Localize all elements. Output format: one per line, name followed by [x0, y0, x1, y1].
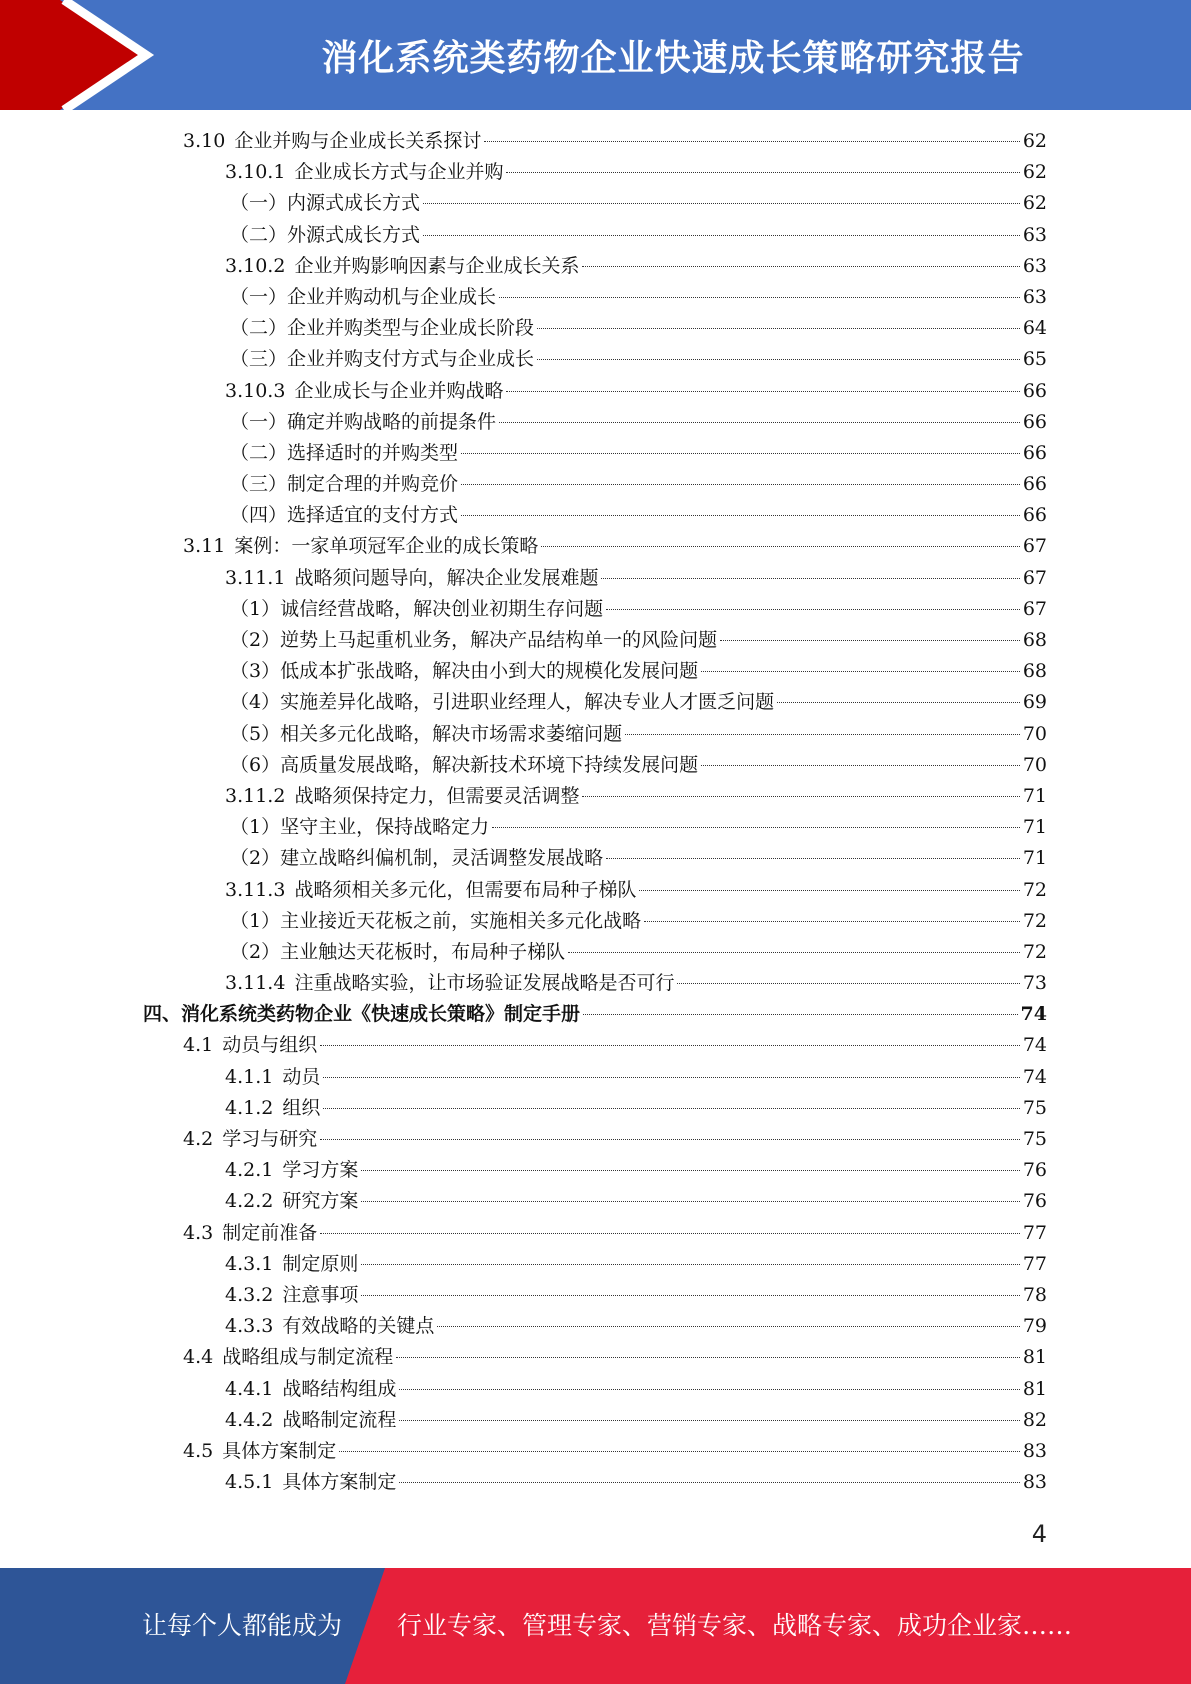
- toc-entry-page: 75: [1022, 1096, 1047, 1119]
- toc-dot-leader: [396, 1357, 1020, 1358]
- table-of-contents: [0, 126, 1191, 1498]
- toc-entry[interactable]: [0, 282, 1191, 313]
- toc-entry[interactable]: [0, 937, 1191, 968]
- toc-entry[interactable]: [0, 968, 1191, 999]
- toc-dot-leader: [601, 578, 1019, 579]
- page-footer: [0, 1568, 1191, 1684]
- toc-dot-leader: [361, 1264, 1019, 1265]
- toc-dot-leader: [461, 484, 1020, 485]
- toc-entry-number: 3.11.4: [225, 972, 286, 995]
- toc-entry-page: 65: [1022, 348, 1047, 371]
- toc-entry[interactable]: [0, 126, 1191, 157]
- toc-entry[interactable]: [0, 594, 1191, 625]
- toc-entry-title: 动员: [282, 1065, 321, 1088]
- toc-entry-title: 组织: [282, 1096, 321, 1119]
- toc-entry-number: 3.11: [183, 535, 226, 558]
- toc-entry-page: 62: [1022, 130, 1047, 152]
- toc-entry[interactable]: [0, 1280, 1191, 1311]
- toc-entry-number: 3.10.1: [225, 161, 286, 184]
- toc-dot-leader: [537, 328, 1020, 329]
- toc-dot-leader: [320, 1233, 1020, 1234]
- toc-entry[interactable]: [0, 313, 1191, 344]
- toc-entry[interactable]: [0, 1467, 1191, 1498]
- toc-entry-page: 79: [1022, 1315, 1047, 1338]
- toc-entry-page: 68: [1022, 660, 1047, 683]
- toc-dot-leader: [582, 266, 1019, 267]
- toc-dot-leader: [423, 235, 1020, 236]
- toc-entry-title: （2）建立战略纠偏机制，灵活调整发展战略: [230, 847, 604, 870]
- toc-entry-title: 学习方案: [282, 1159, 359, 1182]
- header-arrow-decoration: [0, 0, 200, 110]
- toc-entry-title: 战略须保持定力，但需要灵活调整: [294, 784, 580, 807]
- toc-entry-page: 83: [1022, 1471, 1047, 1494]
- toc-dot-leader: [677, 983, 1019, 984]
- toc-dot-leader: [701, 765, 1020, 766]
- toc-entry-title: （6）高质量发展战略，解决新技术环境下持续发展问题: [230, 753, 699, 776]
- toc-entry-number: 4.2.1: [225, 1159, 274, 1182]
- toc-entry-title: （四）选择适宜的支付方式: [230, 504, 459, 527]
- toc-dot-leader: [399, 1389, 1019, 1390]
- toc-dot-leader: [537, 359, 1020, 360]
- toc-dot-leader: [361, 1170, 1019, 1171]
- toc-entry[interactable]: [0, 1030, 1191, 1061]
- toc-entry-page: 67: [1022, 566, 1047, 589]
- toc-entry-page: 70: [1022, 753, 1047, 776]
- toc-dot-leader: [461, 515, 1020, 516]
- toc-entry[interactable]: [0, 1124, 1191, 1155]
- toc-entry-page: 69: [1022, 691, 1047, 714]
- toc-entry-title: 战略须问题导向，解决企业发展难题: [294, 566, 599, 589]
- toc-entry-number: 4.2: [183, 1128, 214, 1150]
- toc-entry-number: 4.1.2: [225, 1096, 274, 1119]
- toc-dot-leader: [339, 1451, 1020, 1452]
- toc-entry-page: 77: [1022, 1221, 1047, 1244]
- toc-dot-leader: [639, 890, 1019, 891]
- toc-entry-page: 68: [1022, 629, 1047, 651]
- toc-entry[interactable]: [0, 999, 1191, 1030]
- toc-entry[interactable]: [0, 438, 1191, 469]
- toc-entry-title: 战略制定流程: [282, 1408, 397, 1431]
- toc-entry[interactable]: [0, 188, 1191, 219]
- toc-entry-page: 64: [1022, 317, 1047, 340]
- toc-entry-number: 4.3: [183, 1221, 214, 1244]
- toc-entry-title: （一）确定并购战略的前提条件: [230, 410, 497, 433]
- toc-entry-page: 71: [1022, 847, 1047, 870]
- toc-entry-title: 案例：一家单项冠军企业的成长策略: [234, 535, 539, 558]
- toc-entry-title: 有效战略的关键点: [282, 1315, 435, 1338]
- toc-entry-page: 72: [1022, 909, 1047, 932]
- toc-entry-page: 83: [1022, 1439, 1047, 1462]
- toc-dot-leader: [323, 1108, 1019, 1109]
- toc-entry[interactable]: [0, 812, 1191, 843]
- toc-entry[interactable]: [0, 1405, 1191, 1436]
- toc-entry-page: 62: [1022, 192, 1047, 215]
- toc-entry-page: 77: [1022, 1252, 1047, 1275]
- toc-dot-leader: [320, 1139, 1020, 1140]
- toc-entry-title: （5）相关多元化战略，解决市场需求萎缩问题: [230, 722, 623, 745]
- toc-dot-leader: [720, 640, 1020, 641]
- toc-entry-number: 4.5.1: [225, 1471, 274, 1494]
- toc-entry-page: 74: [1022, 1065, 1047, 1088]
- toc-entry-number: 3.10: [183, 130, 226, 152]
- toc-entry-number: 4.3.3: [225, 1315, 274, 1338]
- toc-entry-page: 62: [1022, 161, 1047, 184]
- toc-entry-page: 66: [1022, 379, 1047, 402]
- toc-entry[interactable]: [0, 1249, 1191, 1280]
- toc-entry[interactable]: [0, 1374, 1191, 1405]
- toc-dot-leader: [399, 1420, 1019, 1421]
- toc-entry-number: 3.11.1: [225, 566, 286, 589]
- toc-entry-title: 战略结构组成: [282, 1377, 397, 1400]
- toc-entry-page: 81: [1022, 1377, 1047, 1400]
- toc-entry-title: 制定前准备: [222, 1221, 318, 1244]
- footer-tagline: 行业专家、管理专家、营销专家、战略专家、成功企业家……: [397, 1611, 1073, 1640]
- toc-dot-leader: [492, 827, 1020, 828]
- toc-dot-leader: [484, 141, 1019, 142]
- toc-entry[interactable]: [0, 843, 1191, 874]
- toc-entry-title: 学习与研究: [222, 1128, 318, 1150]
- toc-entry-page: 74: [1020, 1003, 1047, 1026]
- toc-entry-page: 67: [1022, 535, 1047, 558]
- toc-entry-page: 74: [1022, 1034, 1047, 1057]
- toc-entry-title: （1）主业接近天花板之前，实施相关多元化战略: [230, 909, 642, 932]
- toc-entry-page: 78: [1022, 1283, 1047, 1306]
- toc-dot-leader: [777, 702, 1020, 703]
- toc-entry-page: 63: [1022, 254, 1047, 277]
- toc-dot-leader: [582, 796, 1019, 797]
- toc-entry-number: 4.4: [183, 1346, 214, 1369]
- toc-entry-title: 注重战略实验，让市场验证发展战略是否可行: [294, 972, 675, 995]
- page-header: [0, 0, 1191, 110]
- toc-dot-leader: [437, 1326, 1019, 1327]
- toc-entry-title: 战略组成与制定流程: [222, 1346, 394, 1369]
- toc-entry[interactable]: [0, 500, 1191, 531]
- toc-entry[interactable]: [0, 875, 1191, 906]
- toc-entry-page: 70: [1022, 722, 1047, 745]
- toc-entry-number: 4.4.1: [225, 1377, 274, 1400]
- toc-entry-title: 战略须相关多元化，但需要布局种子梯队: [294, 878, 637, 901]
- toc-entry[interactable]: [0, 344, 1191, 375]
- toc-entry[interactable]: [0, 220, 1191, 251]
- toc-entry-page: 66: [1022, 441, 1047, 464]
- toc-entry-title: （二）外源式成长方式: [230, 223, 421, 246]
- toc-entry-title: （1）坚守主业，保持战略定力: [230, 816, 490, 839]
- toc-entry[interactable]: [0, 656, 1191, 687]
- toc-entry-number: 4.1.1: [225, 1065, 274, 1088]
- toc-entry-title: （三）制定合理的并购竞价: [230, 473, 459, 496]
- toc-entry-page: 66: [1022, 410, 1047, 433]
- toc-entry-page: 76: [1022, 1159, 1047, 1182]
- toc-dot-leader: [361, 1295, 1019, 1296]
- toc-dot-leader: [320, 1045, 1020, 1046]
- toc-entry-page: 75: [1022, 1128, 1047, 1150]
- toc-dot-leader: [606, 609, 1020, 610]
- toc-entry-title: 企业并购与企业成长关系探讨: [234, 130, 482, 152]
- toc-entry-title: （2）主业触达天花板时，布局种子梯队: [230, 940, 566, 963]
- toc-entry-page: 81: [1022, 1346, 1047, 1369]
- toc-entry-title: 注意事项: [282, 1283, 359, 1306]
- toc-entry[interactable]: [0, 906, 1191, 937]
- toc-entry-number: 3.11.3: [225, 878, 286, 901]
- toc-entry-number: 4.2.2: [225, 1190, 274, 1213]
- toc-dot-leader: [541, 546, 1019, 547]
- toc-entry[interactable]: [0, 750, 1191, 781]
- toc-entry[interactable]: [0, 563, 1191, 594]
- toc-dot-leader: [361, 1201, 1019, 1202]
- toc-entry-title: 四、消化系统类药物企业《快速成长策略》制定手册: [143, 1003, 581, 1026]
- toc-entry-title: （2）逆势上马起重机业务，解决产品结构单一的风险问题: [230, 629, 718, 651]
- toc-entry-title: 动员与组织: [222, 1034, 318, 1057]
- toc-dot-leader: [399, 1482, 1019, 1483]
- toc-entry-number: 3.10.3: [225, 379, 286, 402]
- toc-entry[interactable]: [0, 1436, 1191, 1467]
- toc-entry-page: 66: [1022, 473, 1047, 496]
- toc-dot-leader: [499, 297, 1020, 298]
- toc-entry-number: 4.4.2: [225, 1408, 274, 1431]
- toc-dot-leader: [568, 952, 1020, 953]
- toc-entry-number: 3.10.2: [225, 254, 286, 277]
- toc-dot-leader: [583, 1014, 1018, 1015]
- toc-entry-page: 82: [1022, 1408, 1047, 1431]
- toc-entry-title: （一）企业并购动机与企业成长: [230, 285, 497, 308]
- toc-entry[interactable]: [0, 1311, 1191, 1342]
- toc-dot-leader: [461, 453, 1020, 454]
- toc-dot-leader: [506, 172, 1019, 173]
- toc-entry-title: 制定原则: [282, 1252, 359, 1275]
- toc-entry[interactable]: [0, 251, 1191, 282]
- toc-entry-title: （4）实施差异化战略，引进职业经理人，解决专业人才匮乏问题: [230, 691, 775, 714]
- toc-entry-title: 企业成长方式与企业并购: [294, 161, 504, 184]
- toc-entry-page: 73: [1022, 972, 1047, 995]
- toc-entry[interactable]: [0, 1093, 1191, 1124]
- toc-entry[interactable]: [0, 157, 1191, 188]
- toc-entry-page: 66: [1022, 504, 1047, 527]
- toc-entry-title: （二）企业并购类型与企业成长阶段: [230, 317, 535, 340]
- toc-entry[interactable]: [0, 1218, 1191, 1249]
- toc-entry-page: 63: [1022, 285, 1047, 308]
- toc-entry[interactable]: [0, 1155, 1191, 1186]
- toc-entry[interactable]: [0, 469, 1191, 500]
- toc-entry[interactable]: [0, 407, 1191, 438]
- toc-entry[interactable]: [0, 1186, 1191, 1217]
- toc-entry[interactable]: [0, 719, 1191, 750]
- toc-entry-page: 76: [1022, 1190, 1047, 1213]
- toc-dot-leader: [701, 671, 1020, 672]
- toc-entry-number: 4.1: [183, 1034, 214, 1057]
- toc-entry-title: （3）低成本扩张战略，解决由小到大的规模化发展问题: [230, 660, 699, 683]
- toc-entry-page: 71: [1022, 816, 1047, 839]
- toc-entry[interactable]: [0, 625, 1191, 656]
- toc-entry-number: 4.3.2: [225, 1283, 274, 1306]
- toc-entry-title: 具体方案制定: [222, 1439, 337, 1462]
- toc-entry-title: （1）诚信经营战略，解决创业初期生存问题: [230, 597, 604, 620]
- toc-dot-leader: [625, 734, 1020, 735]
- page-number: 4: [1031, 1520, 1047, 1548]
- report-title: 消化系统类药物企业快速成长策略研究报告: [321, 37, 1025, 79]
- toc-entry-number: 4.5: [183, 1439, 214, 1462]
- toc-entry-title: 研究方案: [282, 1190, 359, 1213]
- toc-entry[interactable]: [0, 531, 1191, 562]
- toc-entry-page: 72: [1022, 940, 1047, 963]
- toc-dot-leader: [423, 203, 1020, 204]
- toc-entry-page: 72: [1022, 878, 1047, 901]
- toc-entry-number: 4.3.1: [225, 1252, 274, 1275]
- toc-entry[interactable]: [0, 781, 1191, 812]
- toc-entry-title: （三）企业并购支付方式与企业成长: [230, 348, 535, 371]
- footer-slogan: 让每个人都能成为: [142, 1611, 343, 1640]
- toc-entry-page: 67: [1022, 597, 1047, 620]
- toc-entry[interactable]: [0, 1062, 1191, 1093]
- toc-dot-leader: [606, 858, 1020, 859]
- toc-entry-page: 63: [1022, 223, 1047, 246]
- toc-entry-title: 具体方案制定: [282, 1471, 397, 1494]
- toc-dot-leader: [644, 921, 1020, 922]
- toc-entry-title: （一）内源式成长方式: [230, 192, 421, 215]
- toc-entry-number: 3.11.2: [225, 784, 286, 807]
- toc-entry[interactable]: [0, 376, 1191, 407]
- toc-entry-title: 企业并购影响因素与企业成长关系: [294, 254, 580, 277]
- toc-entry-title: 企业成长与企业并购战略: [294, 379, 504, 402]
- toc-dot-leader: [506, 391, 1019, 392]
- toc-dot-leader: [323, 1077, 1019, 1078]
- toc-dot-leader: [499, 422, 1020, 423]
- toc-entry-title: （二）选择适时的并购类型: [230, 441, 459, 464]
- toc-entry-page: 71: [1022, 784, 1047, 807]
- toc-entry[interactable]: [0, 1342, 1191, 1373]
- toc-entry[interactable]: [0, 687, 1191, 718]
